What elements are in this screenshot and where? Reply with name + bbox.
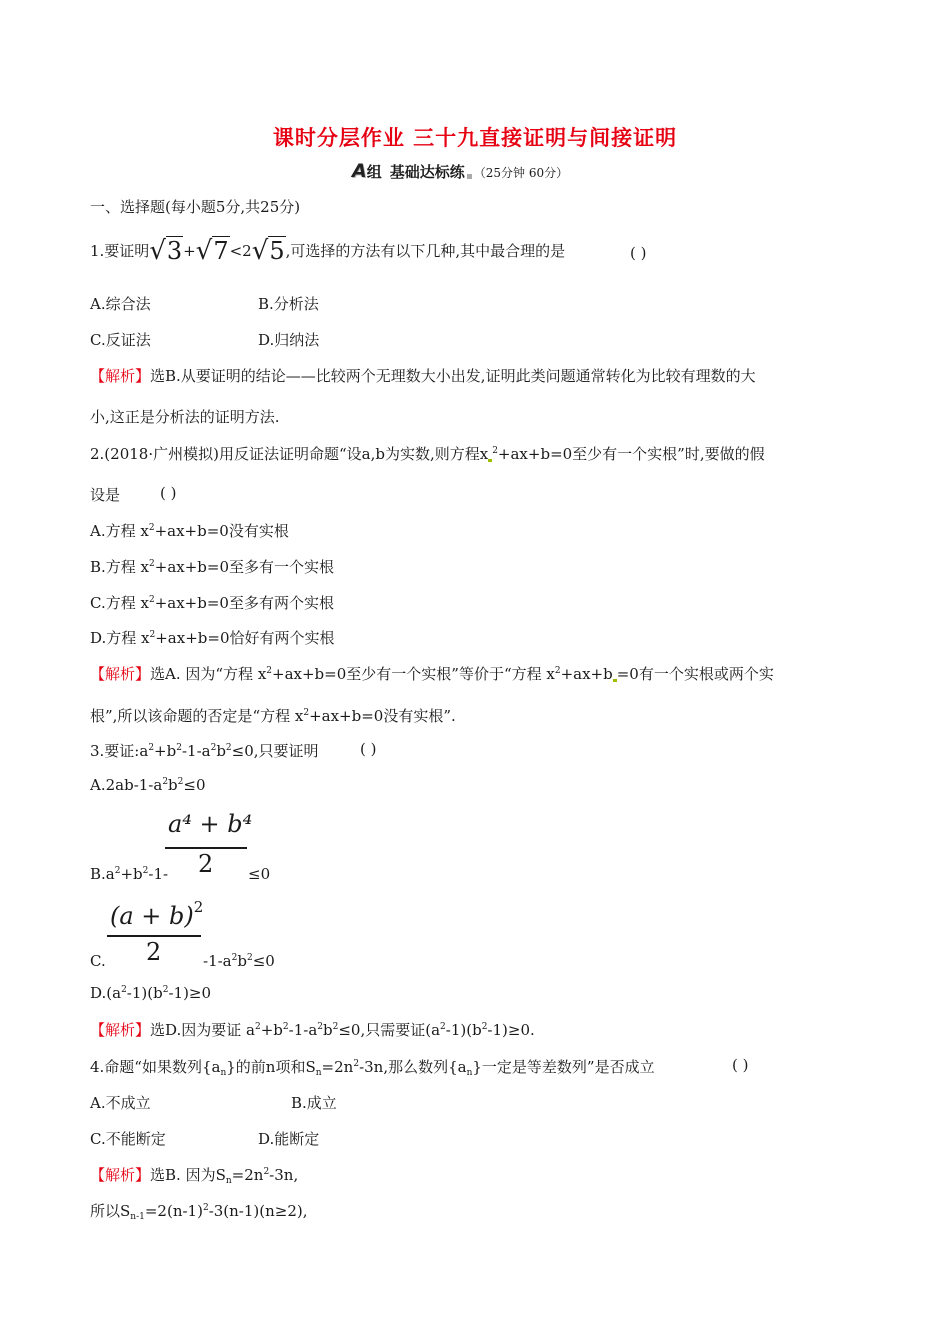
q3-c-denominator: 2 [146, 938, 162, 966]
q4-option-b: B.成立 [291, 1094, 337, 1112]
q1-suffix: ,可选择的方法有以下几种,其中最合理的是 [285, 242, 566, 260]
q2-option-d: D.方程 $x^2+ax+b=0$恰好有两个实根 [90, 629, 335, 647]
q3-b-tail: ≤0 [248, 865, 271, 883]
marker-icon [488, 459, 492, 462]
page-title: 课时分层作业 三十九直接证明与间接证明 [272, 125, 678, 150]
question-2-stem-cont: 设是 [90, 486, 121, 504]
time-limit: （25分钟 60分） [473, 166, 569, 180]
question-2-stem: 2.(2018·广州模拟)用反证法证明命题“设a,b为实数,则方程x $^2$+ax+b=0至少有一个实根”时,要做的假 [90, 445, 765, 463]
analysis-tag: 【解析】 [90, 367, 151, 385]
q3-c-numerator: $(a + b)^2$ [110, 898, 204, 930]
analysis-tag: 【解析】 [90, 665, 151, 683]
level-label: 基础达标练 [389, 163, 465, 181]
q4-option-a: A.不成立 [90, 1094, 151, 1112]
question-3-stem: 3.要证$:a^2+b^2-1-a^2b^2\le 0$,只要证明 [90, 742, 319, 760]
section-heading: 一、选择题(每小题5分,共25分) [90, 198, 301, 216]
bullet-icon [467, 174, 472, 179]
q4-analysis: 【解析】选B. 因为$S_n=2n^2-3n$, [90, 1166, 299, 1186]
sqrt-3: √3 [149, 236, 183, 266]
analysis-tag: 【解析】 [90, 1021, 151, 1039]
q3-b-numerator: a⁴ + b⁴ [168, 810, 253, 838]
q3-answer-paren: ( ) [360, 740, 377, 758]
q4-option-c: C.不能断定 [90, 1130, 166, 1148]
q1-prefix: 1.要证明 [90, 242, 150, 260]
q1-lt: <2 [229, 242, 252, 260]
q3-c-fraction-bar [107, 935, 201, 937]
q2-analysis: 【解析】选A. 因为“方程 $x^2+ax+b=0$至少有一个实根”等价于“方程 $x^2+ax+b =0$有一个实根或两个实 [90, 665, 774, 683]
q1-answer-paren: ( ) [630, 244, 647, 262]
group-label: 组 [366, 163, 382, 181]
q2-option-b: B.方程 $x^2+ax+b=0$至多有一个实根 [90, 558, 335, 576]
q2-option-a: A.方程 $x^2+ax+b=0$没有实根 [90, 522, 289, 540]
q3-b-fraction-bar [165, 847, 247, 849]
q1-plus: + [183, 242, 196, 260]
q1-option-d: D.归纳法 [258, 331, 320, 349]
q3-option-a: $A.2ab-1-a^2b^2\le 0$ [90, 776, 206, 794]
question-4-stem: 4.命题“如果数列$\{a_n\}$的前n项和$S_n=2n^2-3n$,那么数列$\{a_n\}$一定是等差数列”是否成立 [90, 1058, 655, 1078]
q3-option-b: $B.a^2+b^2-1-$ [90, 865, 169, 883]
group-heading [352, 160, 568, 182]
sqrt-7: √7 [195, 236, 229, 266]
q1-option-c: C.反证法 [90, 331, 151, 349]
q1-analysis [90, 365, 756, 386]
q1-analysis-cont: 小,这正是分析法的证明方法. [90, 408, 280, 426]
q2-option-c: C.方程 $x^2+ax+b=0$至多有两个实根 [90, 594, 334, 612]
q3-b-denominator: 2 [198, 850, 214, 878]
analysis-tag: 【解析】 [90, 1166, 151, 1184]
q3-option-c: C. [90, 952, 106, 970]
q2-answer-paren: ( ) [160, 484, 177, 502]
q3-c-tail: $-1-a^2b^2\le 0$ [203, 952, 275, 970]
q4-analysis-cont: 所以$S_{n-1}=2(n-1)^2-3(n-1)(n\ge 2)$, [90, 1202, 308, 1222]
q4-answer-paren: ( ) [732, 1056, 749, 1074]
q1-option-a: A.综合法 [90, 295, 151, 313]
sqrt-5: √5 [251, 236, 285, 266]
q3-analysis: 【解析】选D.因为要证 $a^2+b^2-1-a^2b^2\le 0$,只需要证$(a^2-1)(b^2-1)\ge 0$. [90, 1021, 535, 1039]
q1-analysis-text: 选B.从要证明的结论——比较两个无理数大小出发,证明此类问题通常转化为比较有理数的大 [150, 367, 756, 385]
question-1-stem [90, 236, 565, 266]
q4-option-d: D.能断定 [258, 1130, 320, 1148]
q1-option-b: B.分析法 [258, 295, 319, 313]
q3-option-d: $D.(a^2-1)(b^2-1)\ge 0$ [90, 984, 212, 1002]
group-badge: A [352, 160, 367, 182]
q2-analysis-cont: 根”,所以该命题的否定是“方程 $x^2+ax+b=0$没有实根”. [90, 707, 456, 725]
